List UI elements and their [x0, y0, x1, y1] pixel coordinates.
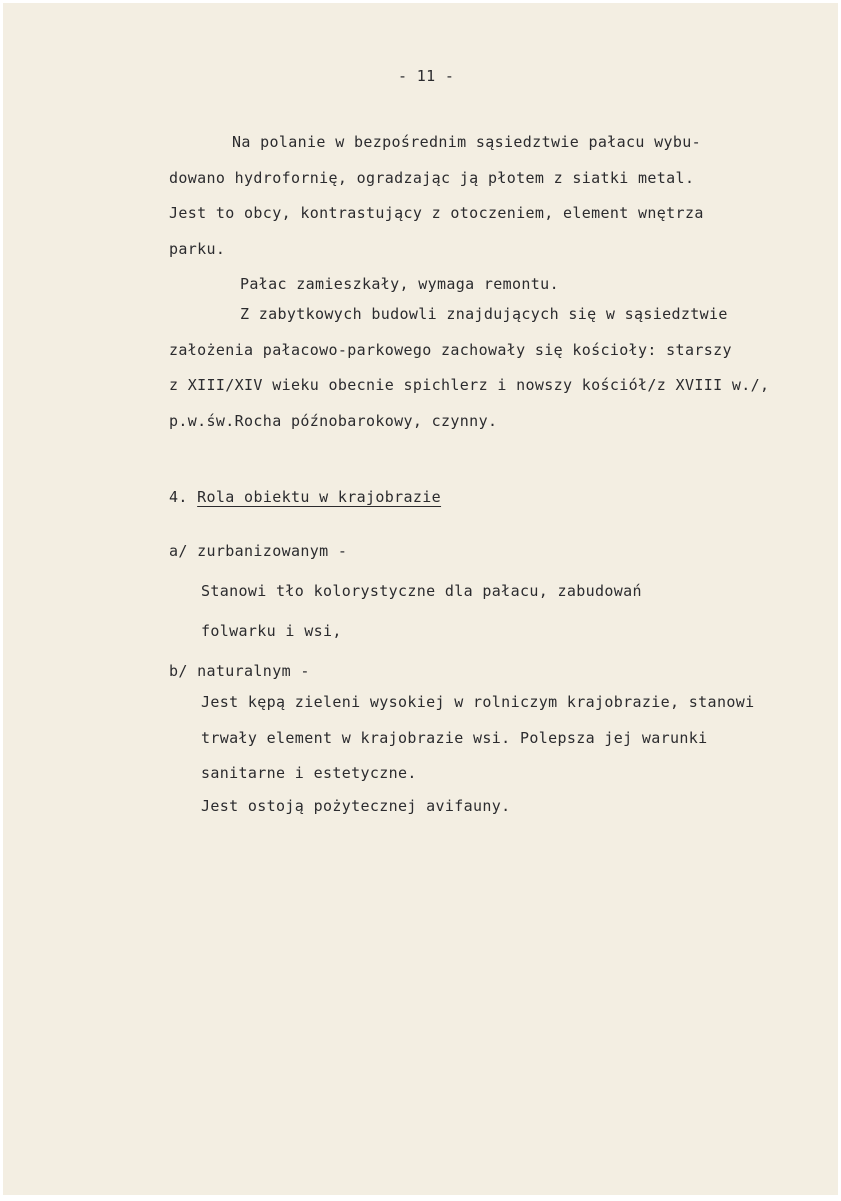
item-line: folwarku i wsi, [201, 622, 342, 640]
paragraph-line: parku. [169, 240, 226, 258]
typewritten-page [3, 3, 838, 1195]
page-number: - 11 - [398, 67, 455, 85]
paragraph-line: z XIII/XIV wieku obecnie spichlerz i nowszy kościół/z XVIII w./, [169, 376, 770, 394]
item-label: b/ naturalnym - [169, 662, 310, 680]
section-number: 4. [169, 488, 188, 506]
paragraph-line: Na polanie w bezpośrednim sąsiedztwie pałacu wybu- [232, 133, 702, 151]
paragraph-line: p.w.św.Rocha późnobarokowy, czynny. [169, 412, 498, 430]
item-line: sanitarne i estetyczne. [201, 764, 417, 782]
item-line: Stanowi tło kolorystyczne dla pałacu, zabudowań [201, 582, 642, 600]
paragraph-line: Z zabytkowych budowli znajdujących się w sąsiedztwie [240, 305, 728, 323]
item-line: Jest ostoją pożytecznej avifauny. [201, 797, 511, 815]
paragraph-line: założenia pałacowo-parkowego zachowały się kościoły: starszy [169, 341, 732, 359]
section-heading [169, 488, 441, 506]
paragraph-line: Jest to obcy, kontrastujący z otoczeniem, element wnętrza [169, 204, 704, 222]
section-title: Rola obiektu w krajobrazie [197, 488, 442, 506]
item-line: Jest kępą zieleni wysokiej w rolniczym krajobrazie, stanowi [201, 693, 755, 711]
paragraph-line: Pałac zamieszkały, wymaga remontu. [240, 275, 559, 293]
paragraph-line: dowano hydrofornię, ogradzając ją płotem z siatki metal. [169, 169, 695, 187]
item-label: a/ zurbanizowanym - [169, 542, 348, 560]
item-line: trwały element w krajobrazie wsi. Polepsza jej warunki [201, 729, 708, 747]
